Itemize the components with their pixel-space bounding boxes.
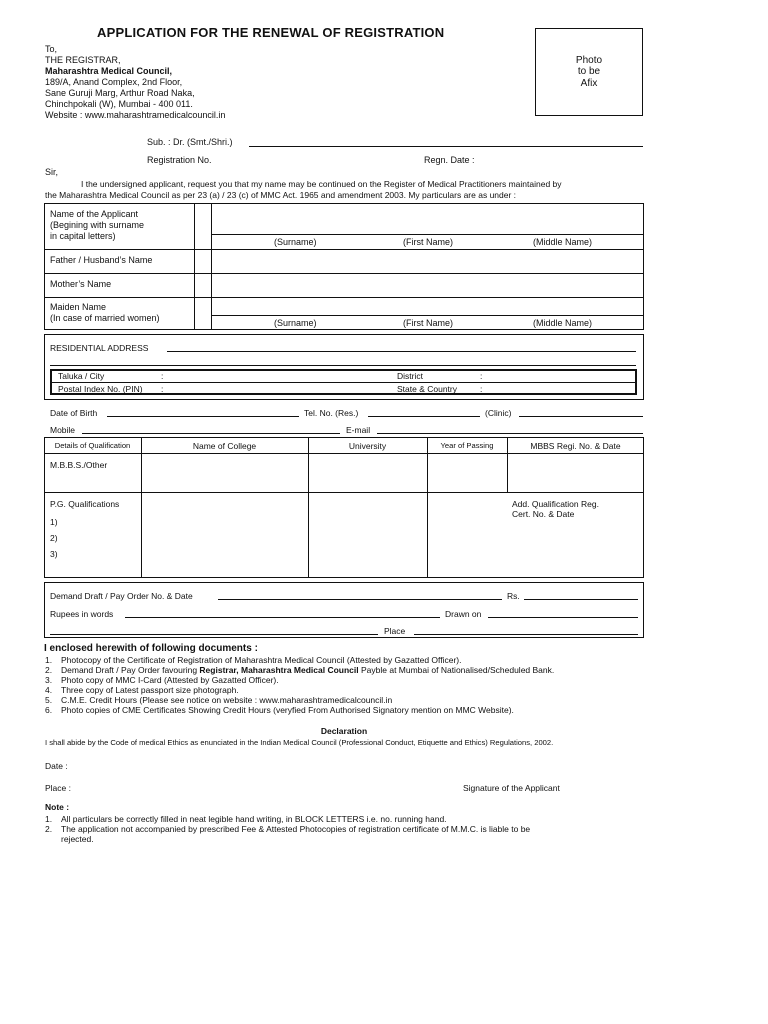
maiden-label-2: (In case of married women) (50, 313, 160, 323)
doc-item-bold: Registrar, Maharashtra Medical Council (199, 665, 359, 675)
qual-header-details (44, 441, 141, 450)
note-item-num: 1. (45, 814, 53, 824)
signature-label: Signature of the Applicant (463, 783, 560, 793)
pin-colon: : (161, 384, 164, 394)
tel-clinic-field[interactable] (519, 416, 643, 417)
dd-field[interactable] (218, 599, 502, 600)
state-colon: : (480, 384, 483, 394)
note-heading: Note : (45, 802, 70, 812)
tel-res-field[interactable] (368, 416, 480, 417)
documents-heading: I enclosed herewith of following documents : (44, 643, 258, 654)
photo-text-2: to be (577, 66, 601, 78)
drawn-field[interactable] (488, 617, 638, 618)
note-item-text: rejected. (61, 834, 94, 844)
add-qual-label (512, 499, 599, 519)
place-field[interactable] (414, 634, 638, 635)
qual-header-mbbs-reg (507, 441, 644, 451)
regdate-label: Regn. Date : (424, 155, 475, 165)
maiden-middle-name-caption: (Middle Name) (533, 318, 593, 328)
first-name-caption: (First Name) (403, 237, 453, 247)
doc-item-text (61, 665, 554, 675)
pg-item-1: 1) (50, 517, 58, 527)
address-council: Maharashtra Medical Council, (45, 66, 173, 76)
qual-header-college (141, 441, 308, 451)
pg-label: P.G. Qualifications (50, 499, 120, 509)
name-label (50, 209, 144, 242)
sub-name-field[interactable] (249, 146, 643, 147)
doc-item (45, 665, 655, 675)
mother-name-field[interactable] (212, 275, 642, 295)
address-line-field-2[interactable] (50, 365, 636, 366)
doc-item (45, 675, 655, 685)
address-line3: Chinchpokali (W), Mumbai - 400 011. (45, 99, 193, 109)
note-item-num (45, 834, 61, 844)
note-item-num: 2. (45, 824, 53, 834)
note-item-text: All particulars be correctly filled in neat legible hand writing, in BLOCK LETTERS i.e. no. running hand. (61, 814, 447, 824)
declaration-heading: Declaration (320, 726, 368, 736)
note-item (45, 814, 655, 824)
name-label-2: (Begining with surname (50, 220, 145, 230)
address-block (45, 44, 225, 121)
bottom-place-label: Place : (45, 783, 71, 793)
drawn-label: Drawn on (445, 609, 482, 619)
residential-address-label: RESIDENTIAL ADDRESS (50, 343, 149, 353)
qual-header-details-text: Details of Qualification (54, 441, 131, 450)
doc-item (45, 685, 655, 695)
rupees-field[interactable] (125, 617, 440, 618)
add-qual-label-1: Add. Qualification Reg. (512, 499, 599, 509)
father-label: Father / Husband’s Name (50, 255, 153, 265)
maiden-label-1: Maiden Name (50, 302, 107, 312)
email-field[interactable] (377, 433, 643, 434)
doc-item-num: 2. (45, 665, 53, 675)
intro-line-1: I the undersigned applicant, request you that my name may be continued on the Register of Medical Practitioners maintained by (81, 179, 562, 189)
qual-header-year (427, 441, 507, 450)
surname-caption: (Surname) (274, 237, 317, 247)
note-item (45, 824, 655, 834)
taluka-label: Taluka / City (58, 371, 105, 381)
doc-item-text: Photocopy of the Certificate of Registration of Maharashtra Medical Council (Attested by Gazatted Officer). (61, 655, 462, 665)
doc-item-text: Photo copy of MMC I-Card (Attested by Gazatted Officer). (61, 675, 279, 685)
photo-text-1: Photo (575, 54, 603, 66)
form-title: APPLICATION FOR THE RENEWAL OF REGISTRATION (97, 25, 445, 40)
photo-box (535, 28, 643, 116)
clinic-label: (Clinic) (485, 408, 512, 418)
qual-header-college-text: Name of College (192, 441, 257, 451)
doc-item-text: Photo copies of CME Certificates Showing Credit Hours (veryfied From Authorised Signatory mention on MMC Website). (61, 705, 514, 715)
doc-item-text: Three copy of Latest passport size photograph. (61, 685, 239, 695)
place-label: Place (384, 626, 406, 636)
district-label: District (397, 371, 423, 381)
address-to: To, (45, 44, 58, 54)
regno-label: Registration No. (147, 155, 212, 165)
middle-name-caption: (Middle Name) (533, 237, 593, 247)
pg-item-3: 3) (50, 549, 58, 559)
state-label: State & Country (397, 384, 458, 394)
mbbs-label: M.B.B.S./Other (50, 460, 108, 470)
name-label-3: in capital letters) (50, 231, 116, 241)
photo-text-3: Afix (580, 77, 598, 89)
qual-header-university (308, 441, 427, 451)
maiden-first-name-caption: (First Name) (403, 318, 453, 328)
intro-line-2: the Maharashtra Medical Council as per 23 (a) / 23 (c) of MMC Act. 1965 and amendment 2003. My particulars are as under : (45, 190, 517, 200)
maiden-surname-caption: (Surname) (274, 318, 317, 328)
sub-label: Sub. : Dr. (Smt./Shri.) (147, 137, 233, 147)
address-line1: 189/A, Anand Complex, 2nd Floor, (45, 77, 183, 87)
declaration-text: I shall abide by the Code of medical Ethics as enunciated in the Indian Medical Council (Professional Conduct, Etiquette and Ethics) Regulations, 2002. (45, 738, 554, 747)
doc-item-post: Payble at Mumbai of Nationalised/Scheduled Bank. (358, 665, 555, 675)
doc-item (45, 705, 655, 715)
address-registrar: THE REGISTRAR, (45, 55, 121, 65)
doc-item-text: C.M.E. Credit Hours (Please see notice on website : www.maharashtramedicalcouncil.in (61, 695, 393, 705)
qual-header-year-text: Year of Passing (440, 441, 494, 450)
father-name-field[interactable] (212, 251, 642, 271)
maiden-label (50, 302, 160, 324)
taluka-colon: : (161, 371, 164, 381)
date-label: Date : (45, 761, 68, 771)
doc-item-pre: Demand Draft / Pay Order favouring (61, 665, 200, 675)
note-item-text: The application not accompanied by prescribed Fee & Attested Photocopies of registration certificate of M.M.C. is liable to be (61, 824, 531, 834)
doc-item-num: 3. (45, 675, 53, 685)
note-list (45, 814, 655, 844)
pin-label: Postal Index No. (PIN) (58, 384, 143, 394)
rs-field[interactable] (524, 599, 638, 600)
doc-item (45, 695, 655, 705)
qual-header-university-text: University (348, 441, 387, 451)
tel-res-label: Tel. No. (Res.) (304, 408, 359, 418)
address-website: Website : www.maharashtramedicalcouncil.in (45, 110, 226, 120)
dob-label: Date of Birth (50, 408, 98, 418)
email-label: E-mail (346, 425, 371, 435)
district-colon: : (480, 371, 483, 381)
rs-label: Rs. (507, 591, 520, 601)
mother-label: Mother’s Name (50, 279, 112, 289)
dob-field[interactable] (107, 416, 299, 417)
add-qual-label-2: Cert. No. & Date (512, 509, 575, 519)
doc-item (45, 655, 655, 665)
name-label-1: Name of the Applicant (50, 209, 139, 219)
salutation: Sir, (45, 167, 59, 177)
payment-extra-field[interactable] (50, 634, 378, 635)
address-line2: Sane Guruji Marg, Arthur Road Naka, (45, 88, 195, 98)
documents-list (45, 655, 655, 715)
mobile-label: Mobile (50, 425, 76, 435)
doc-item-num: 1. (45, 655, 53, 665)
doc-item-num: 4. (45, 685, 53, 695)
rupees-label: Rupees in words (50, 609, 114, 619)
qual-header-mbbs-reg-text: MBBS Regi. No. & Date (530, 441, 621, 451)
doc-item-num: 5. (45, 695, 53, 705)
doc-item-num: 6. (45, 705, 53, 715)
maiden-name-field[interactable] (212, 299, 642, 314)
dd-label: Demand Draft / Pay Order No. & Date (50, 591, 193, 601)
pg-item-2: 2) (50, 533, 58, 543)
mobile-field[interactable] (82, 433, 340, 434)
applicant-name-field[interactable] (212, 205, 642, 233)
address-line-field-1[interactable] (167, 351, 636, 352)
note-item (45, 834, 655, 844)
